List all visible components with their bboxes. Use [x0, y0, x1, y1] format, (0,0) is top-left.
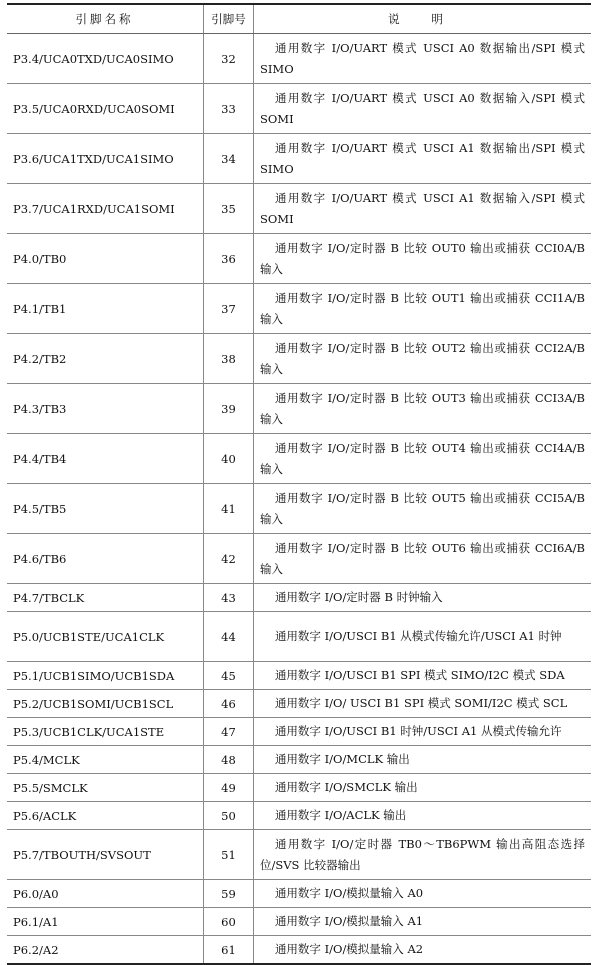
pin-name-cell: P6.0/A0 — [7, 880, 204, 908]
description-cell — [254, 774, 592, 802]
pin-number-cell: 44 — [204, 612, 254, 662]
description-cell — [254, 284, 592, 334]
table-body — [7, 34, 591, 965]
pin-number-cell: 36 — [204, 234, 254, 284]
pin-number-cell: 59 — [204, 880, 254, 908]
description-cell — [254, 234, 592, 284]
table-row — [7, 802, 591, 830]
description-text: 通用数字 I/O/USCI B1 SPI 模式 SIMO/I2C 模式 SDA — [274, 668, 565, 682]
pin-name-cell: P4.1/TB1 — [7, 284, 204, 334]
pin-number-cell: 35 — [204, 184, 254, 234]
pin-name-cell: P4.3/TB3 — [7, 384, 204, 434]
pin-name-cell: P3.6/UCA1TXD/UCA1SIMO — [7, 134, 204, 184]
description-text: 通用数字 I/O/定时器 B 比较 OUT3 输出或捕获 CCI3A/B 输入 — [260, 390, 585, 426]
pin-name-cell: P4.5/TB5 — [7, 484, 204, 534]
description-cell — [254, 134, 592, 184]
pin-number-cell: 45 — [204, 662, 254, 690]
description-text: 通用数字 I/O/模拟量输入 A2 — [274, 942, 424, 956]
description-text: 通用数字 I/O/SMCLK 输出 — [274, 780, 418, 794]
description-text: 通用数字 I/O/模拟量输入 A0 — [274, 886, 424, 900]
pin-number-cell: 34 — [204, 134, 254, 184]
description-text: 通用数字 I/O/UART 模式 USCI A0 数据输出/SPI 模式 SIMO — [260, 40, 585, 76]
pin-name-cell: P4.7/TBCLK — [7, 584, 204, 612]
description-text: 通用数字 I/O/USCI B1 从模式传输允许/USCI A1 时钟 — [274, 629, 562, 643]
table-row — [7, 234, 591, 284]
description-cell — [254, 334, 592, 384]
pin-name-cell: P6.1/A1 — [7, 908, 204, 936]
pin-table — [7, 3, 591, 965]
description-cell — [254, 434, 592, 484]
pin-number-cell: 39 — [204, 384, 254, 434]
table-row — [7, 184, 591, 234]
table-row — [7, 746, 591, 774]
pin-name-cell: P5.3/UCB1CLK/UCA1STE — [7, 718, 204, 746]
description-text: 通用数字 I/O/ USCI B1 SPI 模式 SOMI/I2C 模式 SCL — [274, 696, 568, 710]
description-text: 通用数字 I/O/ACLK 输出 — [274, 808, 407, 822]
table-row — [7, 284, 591, 334]
pin-number-cell: 33 — [204, 84, 254, 134]
description-cell — [254, 880, 592, 908]
description-text: 通用数字 I/O/定时器 B 比较 OUT2 输出或捕获 CCI2A/B 输入 — [260, 340, 585, 376]
pin-name-cell: P3.7/UCA1RXD/UCA1SOMI — [7, 184, 204, 234]
pin-number-cell: 43 — [204, 584, 254, 612]
pin-number-cell: 47 — [204, 718, 254, 746]
pin-number-cell: 37 — [204, 284, 254, 334]
description-text: 通用数字 I/O/定时器 B 比较 OUT0 输出或捕获 CCI0A/B 输入 — [260, 240, 585, 276]
table-row — [7, 830, 591, 880]
table-row — [7, 936, 591, 965]
pin-number-cell: 42 — [204, 534, 254, 584]
pin-name-cell: P4.6/TB6 — [7, 534, 204, 584]
pin-number-cell: 40 — [204, 434, 254, 484]
description-cell — [254, 584, 592, 612]
description-text: 通用数字 I/O/定时器 TB0～TB6PWM 输出高阻态选择位/SVS 比较器输出 — [260, 836, 585, 872]
table-row — [7, 434, 591, 484]
description-cell — [254, 936, 592, 965]
description-cell — [254, 84, 592, 134]
table-row — [7, 662, 591, 690]
pin-number-cell: 61 — [204, 936, 254, 965]
pin-number-cell: 38 — [204, 334, 254, 384]
description-text: 通用数字 I/O/模拟量输入 A1 — [274, 914, 424, 928]
table-row — [7, 880, 591, 908]
pin-number-cell: 32 — [204, 34, 254, 84]
pin-name-cell: P4.0/TB0 — [7, 234, 204, 284]
description-cell — [254, 612, 592, 662]
pin-table-container — [7, 3, 591, 965]
pin-name-cell: P6.2/A2 — [7, 936, 204, 965]
pin-name-cell: P5.5/SMCLK — [7, 774, 204, 802]
pin-name-cell: P5.6/ACLK — [7, 802, 204, 830]
description-text: 通用数字 I/O/UART 模式 USCI A1 数据输出/SPI 模式 SIMO — [260, 140, 585, 176]
pin-name-cell: P4.2/TB2 — [7, 334, 204, 384]
description-cell — [254, 662, 592, 690]
description-cell — [254, 34, 592, 84]
description-cell — [254, 184, 592, 234]
pin-name-cell: P3.5/UCA0RXD/UCA0SOMI — [7, 84, 204, 134]
pin-number-cell: 41 — [204, 484, 254, 534]
table-row — [7, 384, 591, 434]
table-row — [7, 612, 591, 662]
pin-number-cell: 48 — [204, 746, 254, 774]
description-cell — [254, 718, 592, 746]
table-row — [7, 334, 591, 384]
description-cell — [254, 746, 592, 774]
description-text: 通用数字 I/O/定时器 B 比较 OUT4 输出或捕获 CCI4A/B 输入 — [260, 440, 585, 476]
pin-name-cell: P5.4/MCLK — [7, 746, 204, 774]
pin-name-cell: P5.2/UCB1SOMI/UCB1SCL — [7, 690, 204, 718]
description-text: 通用数字 I/O/定时器 B 时钟输入 — [274, 590, 443, 604]
table-row — [7, 690, 591, 718]
table-row — [7, 34, 591, 84]
description-cell — [254, 830, 592, 880]
table-row — [7, 134, 591, 184]
pin-name-cell: P5.1/UCB1SIMO/UCB1SDA — [7, 662, 204, 690]
description-text: 通用数字 I/O/定时器 B 比较 OUT1 输出或捕获 CCI1A/B 输入 — [260, 290, 585, 326]
pin-number-cell: 50 — [204, 802, 254, 830]
description-cell — [254, 484, 592, 534]
pin-name-cell: P3.4/UCA0TXD/UCA0SIMO — [7, 34, 204, 84]
description-cell — [254, 802, 592, 830]
description-text: 通用数字 I/O/MCLK 输出 — [274, 752, 410, 766]
table-row — [7, 534, 591, 584]
description-text: 通用数字 I/O/USCI B1 时钟/USCI A1 从模式传输允许 — [274, 724, 562, 738]
pin-number-cell: 46 — [204, 690, 254, 718]
description-text: 通用数字 I/O/定时器 B 比较 OUT5 输出或捕获 CCI5A/B 输入 — [260, 490, 585, 526]
description-text: 通用数字 I/O/UART 模式 USCI A0 数据输入/SPI 模式 SOMI — [260, 90, 585, 126]
table-row — [7, 908, 591, 936]
table-row — [7, 584, 591, 612]
table-row — [7, 774, 591, 802]
header-description: 说 明 — [254, 4, 592, 34]
description-cell — [254, 534, 592, 584]
table-row — [7, 84, 591, 134]
pin-name-cell: P5.0/UCB1STE/UCA1CLK — [7, 612, 204, 662]
description-cell — [254, 690, 592, 718]
description-text: 通用数字 I/O/定时器 B 比较 OUT6 输出或捕获 CCI6A/B 输入 — [260, 540, 585, 576]
pin-number-cell: 51 — [204, 830, 254, 880]
header-pin-number: 引脚号 — [204, 4, 254, 34]
pin-name-cell: P5.7/TBOUTH/SVSOUT — [7, 830, 204, 880]
description-text: 通用数字 I/O/UART 模式 USCI A1 数据输入/SPI 模式 SOMI — [260, 190, 585, 226]
header-pin-name: 引脚名称 — [7, 4, 204, 34]
description-cell — [254, 384, 592, 434]
pin-number-cell: 60 — [204, 908, 254, 936]
description-cell — [254, 908, 592, 936]
table-row — [7, 718, 591, 746]
pin-name-cell: P4.4/TB4 — [7, 434, 204, 484]
pin-number-cell: 49 — [204, 774, 254, 802]
table-header-row — [7, 4, 591, 34]
table-row — [7, 484, 591, 534]
